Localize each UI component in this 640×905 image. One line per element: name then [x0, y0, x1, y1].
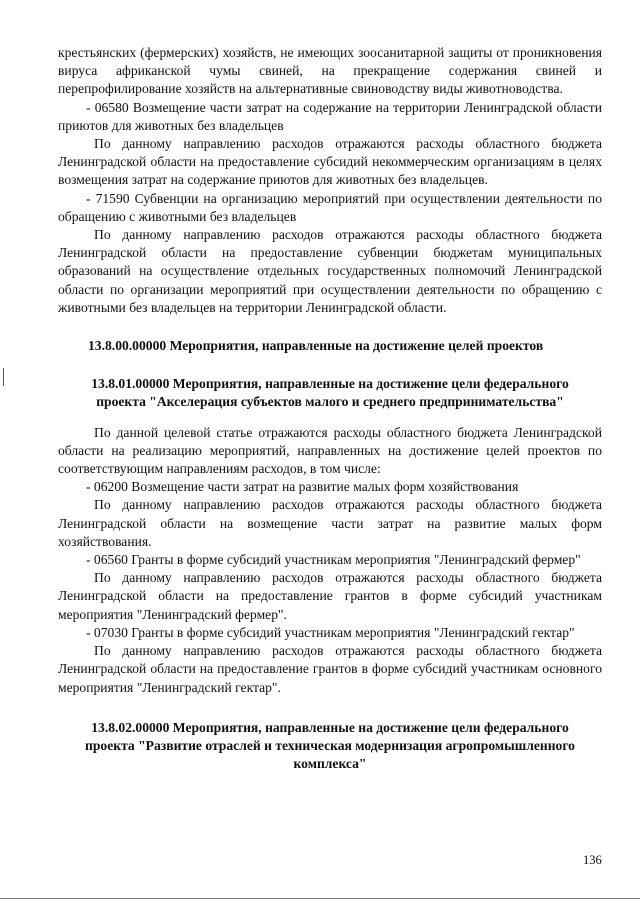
scan-edge-line — [0, 898, 640, 899]
paragraph-06200-description: По данному направлению расходов отражаются расходы областного бюджета Ленинградской области на возмещение части затрат на развитие малых форм хозяйствования. — [58, 497, 602, 549]
paragraph-continuation: крестьянских (фермерских) хозяйств, не имеющих зоосанитарной защиты от проникновения вируса африканской чумы свиней, на прекращение содержания свиней и перепрофилирование хозяйств на альтернативные свиноводству виды животноводства. — [58, 45, 602, 97]
section-heading-13-8-01: 13.8.01.00000 Мероприятия, направленные на достижение цели федерального проекта "Акселерация субъектов малого и среднего предпринимательства" — [91, 376, 569, 410]
expense-item-07030: - 07030 Гранты в форме субсидий участникам мероприятия "Ленинградский гектар" — [86, 624, 575, 640]
scan-edge-mark — [3, 368, 4, 386]
expense-item-06560: - 06560 Гранты в форме субсидий участникам мероприятия "Ленинградский фермер" — [86, 552, 581, 568]
paragraph-71590-description: По данному направлению расходов отражаются расходы областного бюджета Ленинградской области на предоставление субвенции бюджетам муниципальных образований на осуществление отдельных государственных полномочий Ленинградской области по организации мероприятий при осуществлении деятельности по обращению с животными без владельцев на территории Ленинградской области. — [58, 227, 602, 315]
expense-item-71590: - 71590 Субвенции на организацию мероприятий при осуществлении деятельности по обращению с животными без владельцев — [58, 190, 602, 224]
expense-item-06580: - 06580 Возмещение части затрат на содержание на территории Ленинградской области приютов для животных без владельцев — [58, 99, 602, 133]
paragraph-07030-description: По данному направлению расходов отражаются расходы областного бюджета Ленинградской области на предоставление грантов в форме субсидий участникам основного мероприятия "Ленинградский гектар". — [58, 643, 602, 695]
paragraph-section-intro: По данной целевой статье отражаются расходы областного бюджета Ленинградской области на реализацию мероприятий, направленных на достижение целей проектов по соответствующим направлениям расходов, в том числе: — [58, 424, 602, 477]
section-heading-13-8: 13.8.00.00000 Мероприятия, направленные на достижение целей проектов — [88, 338, 544, 354]
page-number: 136 — [583, 853, 602, 867]
section-heading-13-8-02: 13.8.02.00000 Мероприятия, направленные на достижение цели федерального проекта "Развитие отраслей и техническая модернизация агропромышленного комплекса" — [85, 719, 575, 772]
paragraph-06560-description: По данному направлению расходов отражаются расходы областного бюджета Ленинградской области на предоставление грантов в форме субсидий участникам мероприятия "Ленинградский фермер". — [58, 570, 602, 622]
expense-item-06200: - 06200 Возмещение части затрат на развитие малых форм хозяйствования — [86, 479, 519, 495]
paragraph-06580-description: По данному направлению расходов отражаются расходы областного бюджета Ленинградской области на предоставление субсидий некоммерческим организациям в целях возмещения затрат на содержание приютов для животных без владельцев. — [58, 136, 602, 188]
document-body — [58, 44, 602, 773]
